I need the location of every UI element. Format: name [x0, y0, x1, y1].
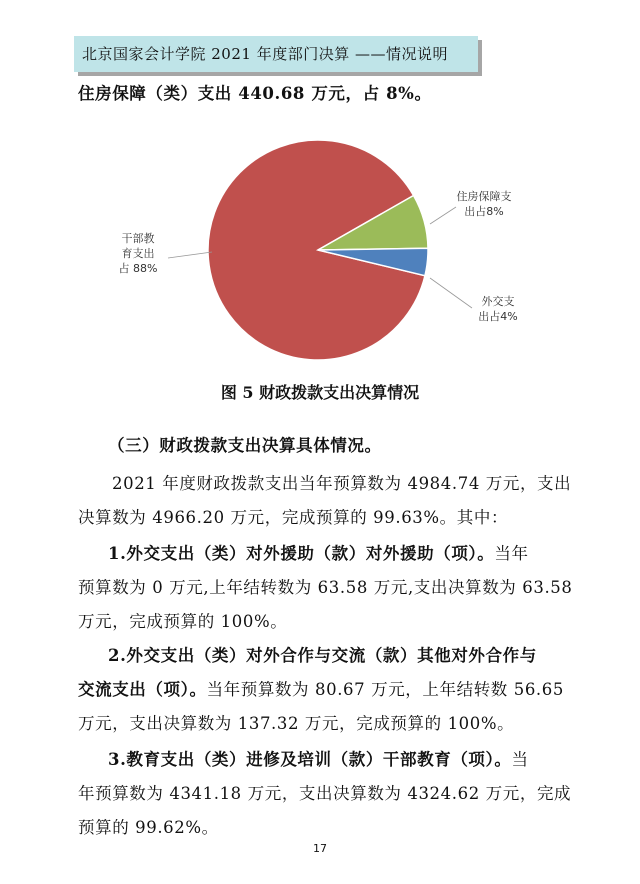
- slice-label: 出占4%: [478, 310, 518, 323]
- pie-chart: [0, 100, 640, 370]
- item1-heading: 1.外交支出（类）对外援助（款）对外援助（项）。: [108, 544, 495, 563]
- slice-label: 住房保障支: [456, 190, 512, 203]
- item1-rest: 当年: [494, 544, 529, 563]
- slice-label: 干部教: [121, 232, 155, 245]
- item3-line1: [108, 746, 529, 770]
- leader-line: [168, 252, 212, 258]
- item3-line3: 预算的 99.62%。: [78, 818, 219, 837]
- figure-caption: 图 5 财政拨款支出决算情况: [220, 383, 420, 402]
- item2-heading: 2.外交支出（类）对外合作与交流（款）其他对外合作与: [108, 646, 537, 665]
- item1-line1: [108, 540, 529, 564]
- slice-label: 外交支: [481, 295, 515, 308]
- slice-label: 出占8%: [464, 205, 504, 218]
- slice-label: 占 88%: [118, 262, 158, 275]
- item2-line3: 万元，支出决算数为 137.32 万元，完成预算的 100%。: [78, 714, 515, 733]
- item2-rest: 当年预算数为 80.67 万元，上年结转数 56.65: [206, 680, 564, 699]
- item3-rest: 当: [511, 750, 529, 769]
- item3-heading: 3.教育支出（类）进修及培训（款）干部教育（项）。: [108, 750, 512, 769]
- leader-line: [430, 278, 472, 308]
- item2-line2: [78, 676, 564, 700]
- para1-line1: 2021 年度财政拨款支出当年预算数为 4984.74 万元，支出: [112, 474, 572, 493]
- intro-line: 住房保障（类）支出 440.68 万元，占 8%。: [78, 84, 432, 103]
- leader-line: [430, 207, 456, 224]
- slice-label: 育支出: [121, 247, 155, 260]
- page-number: 17: [313, 842, 327, 855]
- item3-line2: 年预算数为 4341.18 万元，支出决算数为 4324.62 万元，完成: [78, 784, 572, 803]
- page-header: 北京国家会计学院 2021 年度部门决算 ——情况说明: [74, 36, 478, 72]
- item1-line2: 预算数为 0 万元,上年结转数为 63.58 万元,支出决算数为 63.58: [78, 578, 573, 597]
- item2-heading-cont: 交流支出（项）。: [78, 680, 207, 699]
- section-heading: （三）财政拨款支出决算具体情况。: [108, 436, 382, 455]
- para1-line2: 决算数为 4966.20 万元，完成预算的 99.63%。其中：: [78, 508, 509, 527]
- item1-line3: 万元，完成预算的 100%。: [78, 612, 288, 631]
